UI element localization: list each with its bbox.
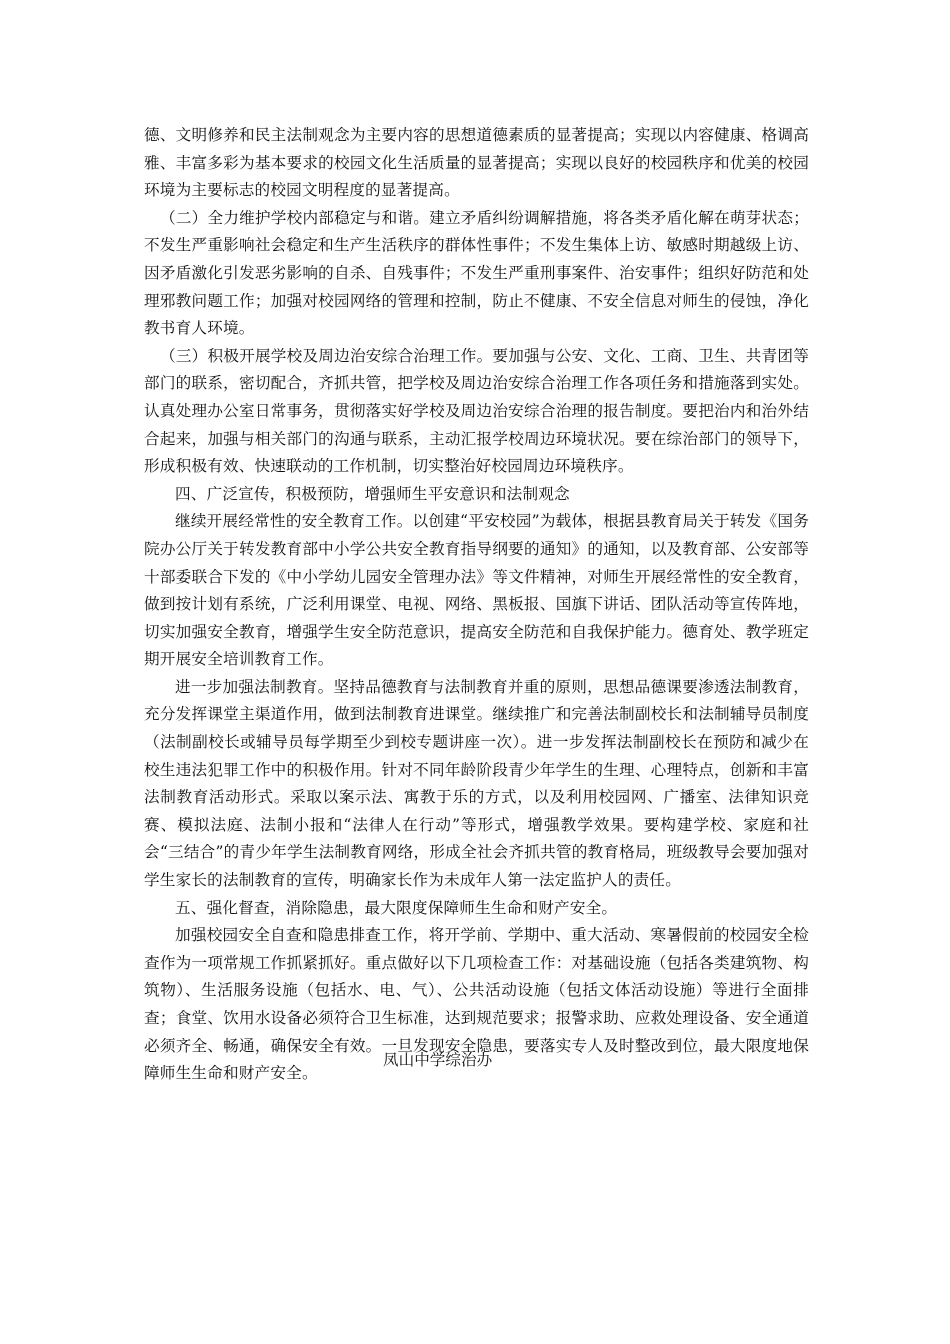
paragraph-section-2: （二）全力维护学校内部稳定与和谐。建立矛盾纠纷调解措施，将各类矛盾化解在萌芽状态；不发生严重影响社会稳定和生产生活秩序的群体性事件；不发生集体上访、敏感时期越级上访、因矛盾激化引发恶劣影响的自杀、自残事件；不发生严重刑事案件、治安事件；组织好防范和处理邪教问题工作；加强对校园网络的管理和控制，防止不健康、不安全信息对师生的侵蚀，净化教书育人环境。 [144, 208, 809, 338]
document-body [144, 122, 809, 1088]
paragraph-section-3: （三）积极开展学校及周边治安综合治理工作。要加强与公安、文化、工商、卫生、共青团等部门的联系，密切配合，齐抓共管，把学校及周边治安综合治理工作各项任务和措施落到实处。认真处理办公室日常事务，贯彻落实好学校及周边治安综合治理的报告制度。要把治内和治外结合起来，加强与相关部门的沟通与联系，主动汇报学校周边环境状况。要在综治部门的领导下，形成积极有效、快速联动的工作机制，切实整治好校园周边环境秩序。 [144, 346, 809, 476]
signature: 凤山中学综治办 [383, 1051, 493, 1069]
heading-section-5: 五、强化督查，消除隐患，最大限度保障师生生命和财产安全。 [175, 898, 618, 917]
paragraph-legal-education: 进一步加强法制教育。坚持品德教育与法制教育并重的原则，思想品德课要渗透法制教育，充分发挥课堂主渠道作用，做到法制教育进课堂。继续推广和完善法制副校长和法制辅导员制度（法制副校长或辅导员每学期至少到校专题讲座一次）。进一步发挥法制副校长在预防和减少在校生违法犯罪工作中的积极作用。针对不同年龄阶段青少年学生的生理、心理特点，创新和丰富法制教育活动形式。采取以案示法、寓教于乐的方式，以及利用校园网、广播室、法律知识竞赛、模拟法庭、法制小报和“法律人在行动”等形式，增强教学效果。要构建学校、家庭和社会“三结合”的青少年学生法制教育网络，形成全社会齐抓共管的教育格局，班级教导会要加强对学生家长的法制教育的宣传，明确家长作为未成年人第一法定监护人的责任。 [144, 677, 809, 890]
paragraph-inspection: 加强校园安全自查和隐患排查工作，将开学前、学期中、重大活动、寒暑假前的校园安全检查作为一项常规工作抓紧抓好。重点做好以下几项检查工作：对基础设施（包括各类建筑物、构筑物）、生活服务设施（包括水、电、气）、公共活动设施（包括文体活动设施）等进行全面排查；食堂、饮用水设备必须符合卫生标准，达到规范要求；报警求助、应救处理设备、安全通道必须齐全、畅通，确保安全有效。一旦发现安全隐患，要落实专人及时整改到位，最大限度地保障师生生命和财产安全。 [144, 926, 809, 1083]
paragraph-continuation: 德、文明修养和民主法制观念为主要内容的思想道德素质的显著提高；实现以内容健康、格调高雅、丰富多彩为基本要求的校园文化生活质量的显著提高；实现以良好的校园秩序和优美的校园环境为主要标志的校园文明程度的显著提高。 [144, 126, 809, 200]
heading-section-4: 四、广泛宣传，积极预防，增强师生平安意识和法制观念 [175, 484, 570, 503]
paragraph-safety-education: 继续开展经常性的安全教育工作。以创建“平安校园”为载体，根据县教育局关于转发《国务院办公厅关于转发教育部中小学公共安全教育指导纲要的通知》的通知，以及教育部、公安部等十部委联合下发的《中小学幼儿园安全管理办法》等文件精神，对师生开展经常性的安全教育，做到按计划有系统，广泛利用课堂、电视、网络、黑板报、国旗下讲话、团队活动等宣传阵地，切实加强安全教育，增强学生安全防范意识，提高安全防范和自我保护能力。德育处、教学班定期开展安全培训教育工作。 [144, 512, 809, 669]
